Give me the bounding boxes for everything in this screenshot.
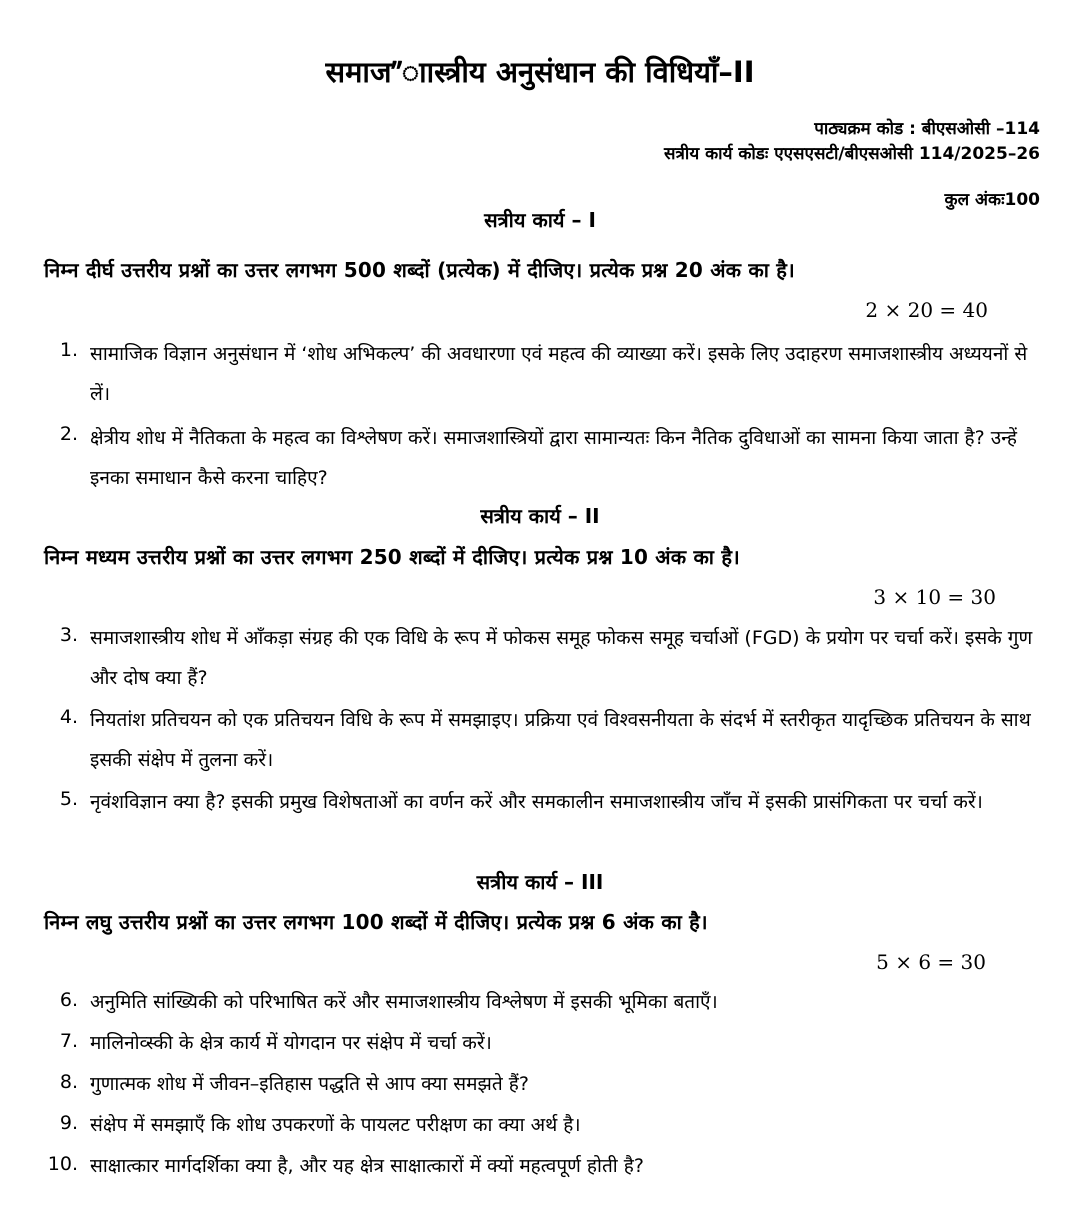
question-number: 4. (59, 706, 78, 728)
question-text: सामाजिक विज्ञान अनुसंधान में ‘शोध अभिकल्प’ की अवधारणा एवं महत्व की व्याख्या करें। इसके लिए उदाहरण समाजशास्त्रीय अध्ययनों से लें। (90, 343, 1028, 405)
section-heading-3: सत्रीय कार्य – III (476, 870, 604, 894)
marks-formula-1: 2 × 20 = 40 (865, 298, 988, 322)
section-instruction-2: निम्न मध्यम उत्तरीय प्रश्नों का उत्तर लगभग 250 शब्दों में दीजिए। प्रत्येक प्रश्न 10 अंक का है। (44, 545, 740, 569)
section-heading-2: सत्रीय कार्य – II (480, 504, 600, 528)
question-number: 3. (59, 624, 78, 646)
assignment-code: सत्रीय कार्य कोडः एएसएसटी/बीएसओसी 114/2025–26 (664, 144, 1040, 164)
question-number: 2. (59, 423, 78, 445)
section-instruction-1: निम्न दीर्घ उत्तरीय प्रश्नों का उत्तर लगभग 500 शब्दों (प्रत्येक) में दीजिए। प्रत्येक प्रश्न 20 अंक का है। (44, 258, 795, 282)
section-instruction-3: निम्न लघु उत्तरीय प्रश्नों का उत्तर लगभग 100 शब्दों में दीजिए। प्रत्येक प्रश्न 6 अंक का है। (44, 910, 708, 934)
marks-formula-3: 5 × 6 = 30 (876, 950, 986, 974)
question-text: क्षेत्रीय शोध में नैतिकता के महत्व का विश्लेषण करें। समाजशास्त्रियों द्वारा सामान्यतः किन नैतिक दुविधाओं का सामना किया जाता है? उन्हें इनका समाधान कैसे करना चाहिए? (90, 427, 1017, 489)
question-number: 10. (47, 1153, 78, 1175)
section-heading-1: सत्रीय कार्य – I (484, 208, 596, 232)
question-text: संक्षेप में समझाएँ कि शोध उपकरणों के पायलट परीक्षण का क्या अर्थ है। (90, 1114, 581, 1136)
course-code: पाठ्यक्रम कोड : बीएसओसी –114 (814, 119, 1040, 139)
total-marks: कुल अंकः100 (944, 190, 1040, 210)
question-number: 8. (59, 1071, 78, 1093)
question-number: 5. (59, 788, 78, 810)
question-number: 7. (59, 1030, 78, 1052)
question-number: 6. (59, 989, 78, 1011)
question-text: समाजशास्त्रीय शोध में आँकड़ा संग्रह की एक विधि के रूप में फोकस समूह फोकस समूह चर्चाओं (FGD) के प्रयोग पर चर्चा करें। इसके गुण और दोष क्या हैं? (90, 627, 1033, 689)
question-text: साक्षात्कार मार्गदर्शिका क्या है, और यह क्षेत्र साक्षात्कारों में क्यों महत्वपूर्ण होती है? (90, 1155, 644, 1177)
question-text: अनुमिति सांख्यिकी को परिभाषित करें और समाजशास्त्रीय विश्लेषण में इसकी भूमिका बताएँ। (90, 991, 718, 1013)
question-number: 1. (59, 339, 78, 361)
marks-formula-2: 3 × 10 = 30 (873, 585, 996, 609)
question-text: गुणात्मक शोध में जीवन–इतिहास पद्धति से आप क्या समझते हैं? (90, 1073, 529, 1095)
question-text: मालिनोव्स्की के क्षेत्र कार्य में योगदान पर संक्षेप में चर्चा करें। (90, 1032, 492, 1054)
page-title: समाज”ाास्त्रीय अनुसंधान की विधियाँ–II (325, 55, 755, 89)
question-text: नृवंशविज्ञान क्या है? इसकी प्रमुख विशेषताओं का वर्णन करें और समकालीन समाजशास्त्रीय जाँच में इसकी प्रासंगिकता पर चर्चा करें। (90, 791, 983, 813)
question-number: 9. (59, 1112, 78, 1134)
question-text: नियतांश प्रतिचयन को एक प्रतिचयन विधि के रूप में समझाइए। प्रक्रिया एवं विश्वसनीयता के संदर्भ में स्तरीकृत यादृच्छिक प्रतिचयन के साथ इसकी संक्षेप में तुलना करें। (90, 709, 1031, 771)
